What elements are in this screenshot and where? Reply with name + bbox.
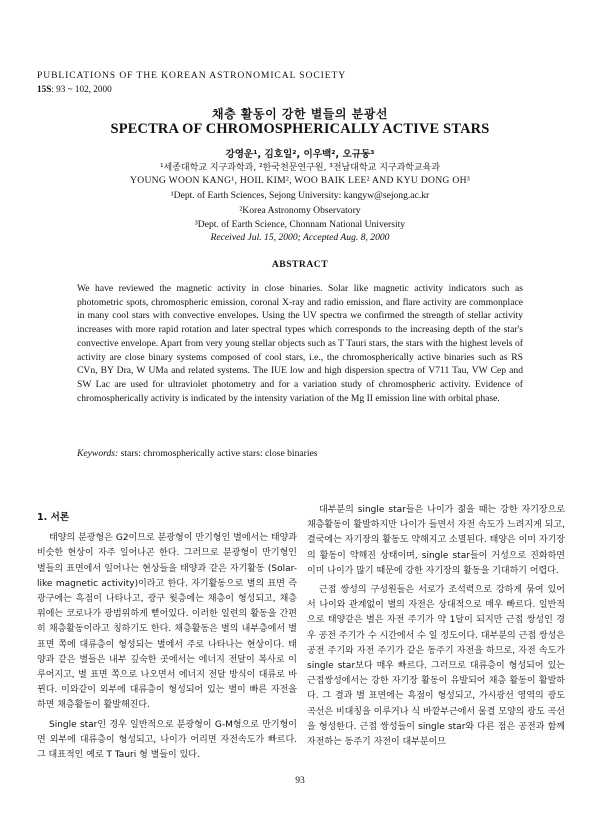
affiliation-2: ²Korea Astronomy Observatory xyxy=(239,205,361,216)
abstract-text: We have reviewed the magnetic activity in close binaries. Solar like magnetic activity indicators such as photometric spots, chromospheric emission, coronal X-ray and radio emission, and flare activity are commonplace in many cool stars with convective envelopes. Using the UV spectra we confirmed the strength of stellar activity increases with more rapid rotation and later spectral types which corresponds to the increasing depth of the star's convective envelope. Apart from very young stellar objects such as T Tauri stars, the stars with the highest levels of activity are close binary systems composed of cool stars, i.e., the chromospherically active binaries such as RS CVn, BY Dra, W UMa and related systems. The IUE low and high dispersion spectra of V711 Tau, VW Cep and SW Lac are used for ultraviolet photometry and for a variation study of chromospheric activity. Evidence of chromospherically activity is indicated by the intensity variation of the Mg II emission line with orbital phase. xyxy=(77,283,523,404)
journal-volume xyxy=(37,84,112,94)
abstract-heading: ABSTRACT xyxy=(271,259,329,270)
korean-affiliations: ¹세종대학교 지구과학과, ²한국천문연구원, ³전남대학교 지구과학교육과 xyxy=(159,163,441,173)
paragraph: 태양의 분광형은 G2이므로 분광형이 만기형인 별에서는 태양과 비슷한 현상이 자주 일어나곤 한다. 그러므로 분광형이 만기형인 별들의 표면에서 일어나는 현상들을 태양과 같은 자기활동 (Solar-like magnetic activity)이라고 한다. 자기활동으로 별의 표면 즉 광구에는 흑점이 나타나고, 광구 윗층에는 채층이 형성되고, 채층 위에는 코로나가 광범위하게 뻗어있다. 이러한 일련의 활동을 간편히 채층활동이라고 칭하기도 한다. 채층활동은 별의 내부층에서 별 표면 쪽에 대류층이 형성되는 별에서 주로 나타나는 현상이다. 태양과 같은 별들은 내부 깊숙한 곳에서는 에너지 전달이 복사로 이루어지고, 별 표면 쪽으로 나오면서 에너지 전달 방식이 대류로 바뀐다. 이와같이 외부에 대류층이 형성되어 있는 별이 빠른 자전을 하면 채층활동이 활발해진다. xyxy=(37,533,297,711)
keywords-label: Keywords: xyxy=(77,448,119,459)
english-authors: YOUNG WOON KANG¹, HOIL KIM², WOO BAIK LEE² AND KYU DONG OH³ xyxy=(130,175,470,186)
korean-title: 채층 활동이 강한 별들의 분광선 xyxy=(212,107,388,121)
journal-name: PUBLICATIONS OF THE KOREAN ASTRONOMICAL SOCIETY xyxy=(37,70,347,81)
volume-pages: : 93 ~ 102, 2000 xyxy=(51,84,112,94)
section-heading: 1. 서론 xyxy=(37,512,70,523)
korean-authors: 강영운¹, 김호일², 이우백², 오규동³ xyxy=(225,149,375,160)
affiliation-1: ¹Dept. of Earth Sciences, Sejong University: kangyw@sejong.ac.kr xyxy=(170,190,430,201)
affiliation-3: ³Dept. of Earth Science, Chonnam National University xyxy=(194,219,406,230)
paragraph: Single star인 경우 일반적으로 분광형이 G-M형으로 만기형이면 외부에 대류층이 형성되고, 나이가 어리면 자전속도가 빠르다. 그 대표적인 예로 T Tauri 형 별들이 있다. xyxy=(37,719,297,761)
right-column xyxy=(307,503,565,750)
paragraph: 근접 쌍성의 구성원들은 서로가 조석력으로 강하게 묶여 있어서 나이와 관계없이 별의 자전은 상대적으로 매우 빠르다. 일반적으로 태양같은 별은 자전 주기가 약 1달이 되지만 근접 쌍성인 경우 공전 주기가 수 시간에서 수 일 정도이다. 대부분의 근접 쌍성은 공전 주기와 자전 주기가 같은 동주기 자전을 하므로, 자전 속도가 single star보다 매우 빠르다. 그러므로 대류층이 형성되어 있는 근접쌍성에서는 강한 자기장 활동이 유발되어 채층 활동이 활발하다. 그 결과 별 표면에는 흑점이 형성되고, 가시광선 영역의 광도 곡선은 비대칭을 이루거나 식 바깥부근에서 물결 모양의 광도 곡선을 형성한다. 근접 쌍성들이 single star와 다른 점은 공전과 함께 자전하는 동주기 자전이 대부분이므 xyxy=(307,585,565,748)
english-title: SPECTRA OF CHROMOSPHERICALLY ACTIVE STARS xyxy=(110,121,490,137)
keywords-text: stars: chromospherically active stars: close binaries xyxy=(120,448,318,459)
page-number: 93 xyxy=(295,775,305,786)
volume-number: 15S xyxy=(37,84,52,94)
keywords xyxy=(77,448,523,459)
paragraph: 대부분의 single star들은 나이가 젊을 때는 강한 자기장으로 채층활동이 활발하지만 나이가 들면서 자전 속도가 느려지게 되고, 결국에는 자기장의 활동도 약해지고 소멸된다. 태양은 이미 자기장의 활동이 약해진 상태이며, single star들이 거성으로 진화하면 이미 나이가 많기 때문에 강한 자기장의 활동을 기대하기 어렵다. xyxy=(307,505,565,576)
received-date: Received Jul. 15, 2000; Accepted Aug. 8, 2000 xyxy=(210,232,390,243)
left-column xyxy=(37,510,297,763)
